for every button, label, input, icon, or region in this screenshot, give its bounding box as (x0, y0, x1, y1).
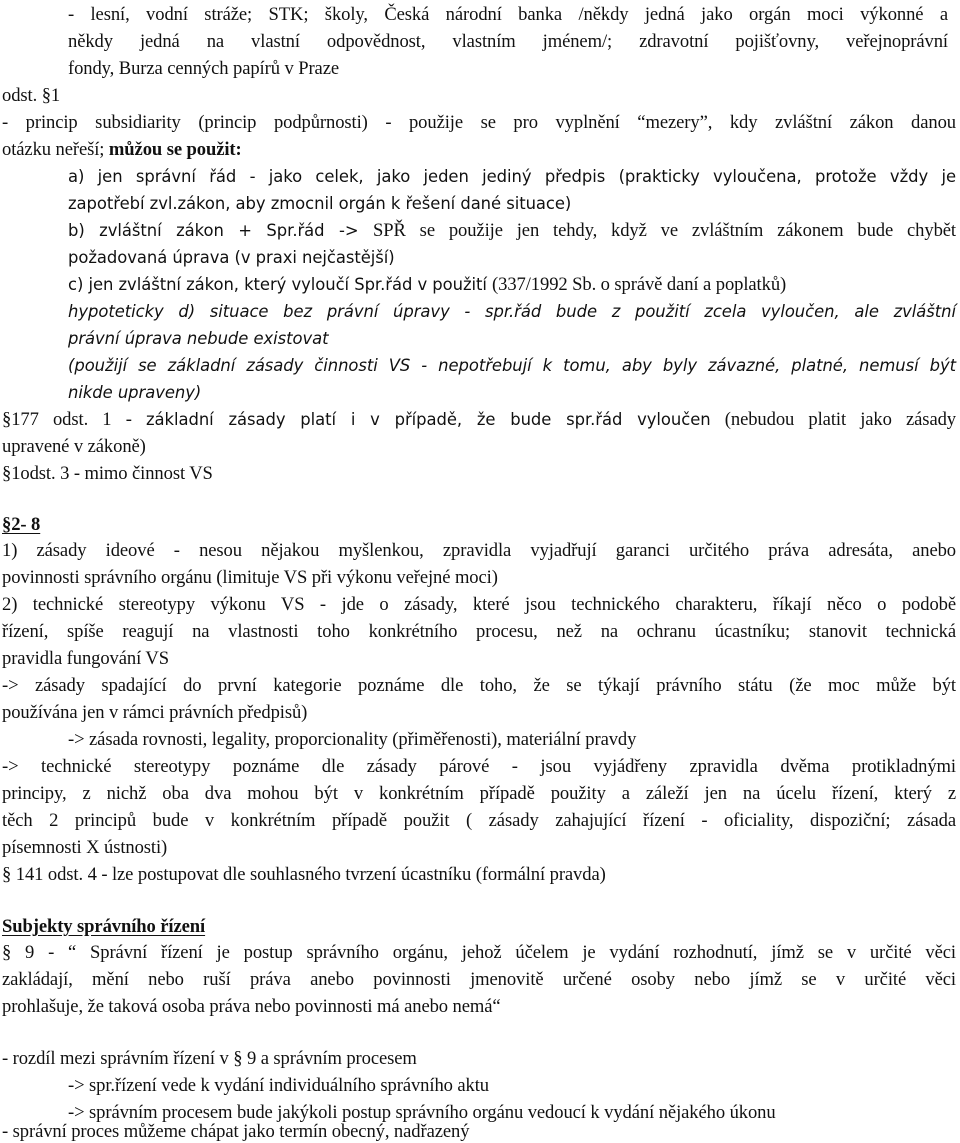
italic-line: právní úprava nebude existovat (68, 329, 329, 348)
text-line: písemnosti X ústnosti) (2, 837, 168, 858)
text-line: fondy, Burza cenných papírů v Praze (68, 58, 339, 79)
text-line: povinnosti správního orgánu (limituje VS při výkonu veřejné moci) (2, 567, 498, 588)
text-line: § 9 - “ Správní řízení je postup správního orgánu, jehož účelem je vydání rozhodnutí, jímž se v určité věci (2, 942, 956, 963)
text-line: používána jen v rámci právních předpisů) (2, 702, 308, 723)
text-line: principy, z nichž oba dva mohou být v konkrétním případě použity a záleží jen na úcelu řízení, který z (2, 783, 956, 804)
text-line (2, 139, 960, 161)
text-line: -> správním procesem bude jakýkoli postup správního orgánu vedoucí k vydání nějakého úkonu (68, 1102, 776, 1123)
list-item-continuation: zapotřebí zvl.zákon, aby zmocnil orgán k řešení dané situace) (68, 194, 572, 213)
list-item: a) jen správní řád - jako celek, jako jeden jediný předpis (prakticky vyloučena, protože vždy je (68, 167, 956, 186)
text-segment: základní zásady platí i v případě, že bude spr.řád vyloučen (145, 410, 711, 429)
text-line: 1) zásady ideové - nesou nějakou myšlenkou, zpravidla vyjadřují garanci určitého práva adresáta, anebo (2, 540, 956, 561)
text-line: - lesní, vodní stráže; STK; školy, Česká národní banka /někdy jedná jako orgán moci výkonné a (68, 4, 948, 25)
text-line: -> spr.řízení vede k vydání individuálního správního aktu (68, 1075, 489, 1096)
text-segment: (337/1992 Sb. o správě daní a poplatků) (492, 274, 787, 295)
list-item-continuation: požadovaná úprava (v praxi nejčastější) (68, 248, 395, 267)
text-segment: c) jen zvláštní zákon, který vyloučí Spr.řád v použití (68, 275, 493, 294)
italic-line: (použijí se základní zásady činnosti VS - nepotřebují k tomu, aby byly závazné, platné, nemusí být (68, 356, 956, 375)
text-line: §1odst. 3 - mimo činnost VS (2, 463, 213, 484)
text-segment: (nebudou platit jako zásady (710, 409, 956, 430)
text-line: -> zásady spadající do první kategorie poznáme dle toho, že se týkají právního státu (že moc může být (2, 675, 956, 696)
list-item (68, 274, 960, 296)
text-line: pravidla fungování VS (2, 648, 169, 669)
text-line: někdy jedná na vlastní odpovědnost, vlastním jménem/; zdravotní pojišťovny, veřejnoprávní (68, 31, 948, 52)
text-line: - správní proces můžeme chápat jako termín obecný, nadřazený (2, 1121, 470, 1142)
text-line: řízení, spíše reagují na vlastnosti toho konkrétního procesu, než na ochranu úcastníku; stanovit technická (2, 621, 956, 642)
text-line: těch 2 principů bude v konkrétním případě použit ( zásady zahajující řízení - oficiality, dispoziční; zásada (2, 810, 956, 831)
text-line: upravené v zákoně) (2, 436, 146, 457)
section-heading: §2- 8 (2, 514, 41, 535)
text-segment: SPŘ se použije jen tehdy, když ve zvláštním zákonem bude chybět (373, 220, 956, 241)
italic-line: hypoteticky d) situace bez právní úpravy - spr.řád bude z použití zcela vyloučen, ale zvláštní (68, 302, 956, 321)
list-item (68, 220, 956, 242)
text-segment: b) zvláštní zákon + Spr.řád -> (68, 221, 374, 240)
text-segment: §177 odst. 1 - (2, 409, 146, 430)
bold-phrase: můžou se použit: (108, 139, 242, 160)
text-line: 2) technické stereotypy výkonu VS - jde o zásady, které jsou technického charakteru, říkají něco o podobě (2, 594, 956, 615)
text-line: -> zásada rovnosti, legality, proporcionality (přiměřenosti), materiální pravdy (68, 729, 637, 750)
text-line: odst. §1 (2, 85, 61, 106)
text-segment: otázku neřeší; (2, 139, 109, 160)
section-heading: Subjekty správního řízení (2, 916, 206, 937)
text-line: zakládají, mění nebo ruší práva anebo povinnosti jmenovitě určené osoby nebo jímž se v určité věci (2, 969, 956, 990)
text-line: -> technické stereotypy poznáme dle zásady párové - jsou vyjádřeny zpravidla dvěma protikladnými (2, 756, 956, 777)
text-line (2, 409, 956, 431)
text-line: - princip subsidiarity (princip podpůrnosti) - použije se pro vyplnění “mezery”, kdy zvláštní zákon danou (2, 112, 956, 133)
text-line: prohlašuje, že taková osoba práva nebo povinnosti má anebo nemá“ (2, 996, 501, 1017)
italic-line: nikde upraveny) (68, 383, 202, 402)
text-line: § 141 odst. 4 - lze postupovat dle souhlasného tvrzení úcastníku (formální pravda) (2, 864, 606, 885)
text-line: - rozdíl mezi správním řízení v § 9 a správním procesem (2, 1048, 417, 1069)
